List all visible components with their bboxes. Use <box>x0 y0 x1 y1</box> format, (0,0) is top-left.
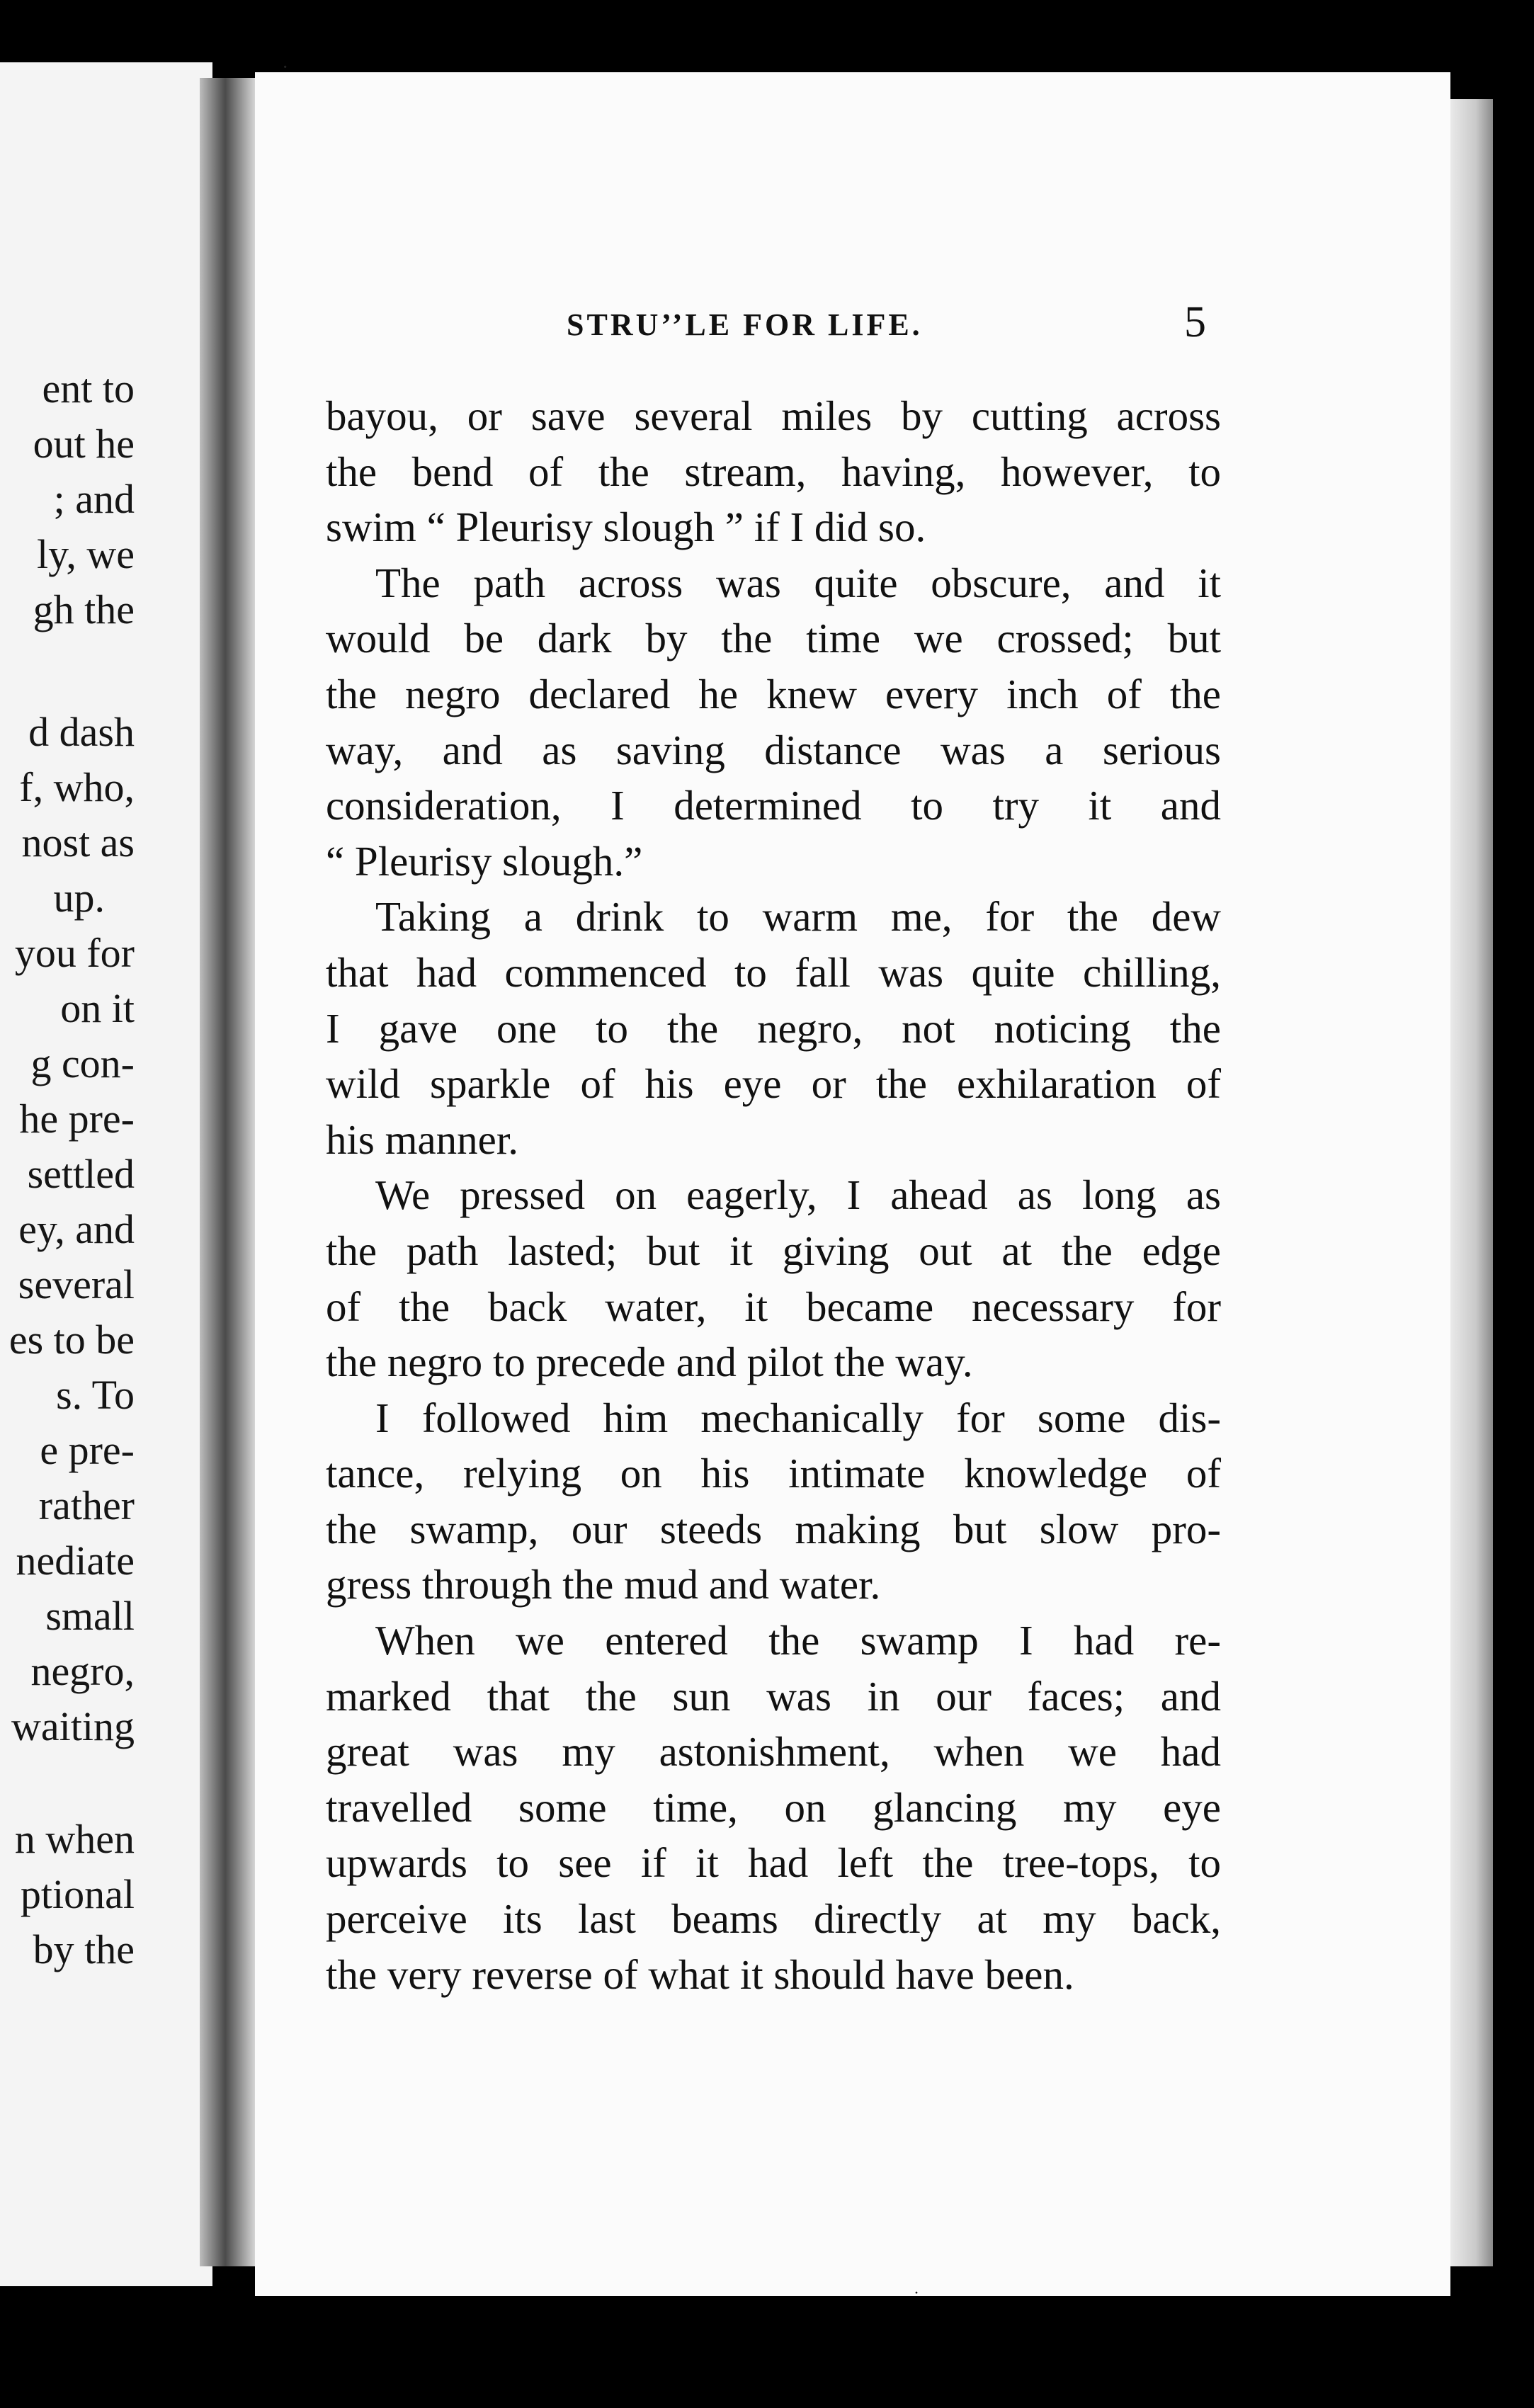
left-page-line: settled <box>27 1151 135 1197</box>
left-page-line: ; and <box>53 476 135 522</box>
left-page-line: es to be <box>8 1317 135 1363</box>
left-page-line: he pre- <box>19 1096 135 1142</box>
body-line: his manner. <box>326 1115 519 1163</box>
left-page-line: waiting <box>11 1703 135 1749</box>
body-line: of the back water, it became necessary for <box>326 1283 1221 1330</box>
left-page-line: d dash <box>28 709 135 755</box>
body-line: tance, relying on his intimate knowledge of <box>326 1450 1221 1497</box>
left-page-line: s. To <box>56 1372 135 1418</box>
left-page-line: rather <box>38 1482 135 1528</box>
left-page-line: on it <box>60 985 135 1031</box>
page-number: 5 <box>1184 298 1206 346</box>
body-line: the path lasted; but it giving out at the edge <box>326 1227 1221 1274</box>
body-line: I followed him mechanically for some dis- <box>375 1394 1221 1441</box>
page-gutter-shadow <box>200 78 256 2266</box>
body-line: the negro declared he knew every inch of the <box>326 670 1221 717</box>
body-line: gress through the mud and water. <box>326 1561 881 1608</box>
left-page-line: out he <box>33 421 135 467</box>
left-page-line: ptional <box>20 1871 135 1917</box>
left-page-line: f, who, <box>19 764 135 810</box>
left-page-line: nediate <box>16 1538 135 1584</box>
left-page-line: ey, and <box>18 1206 135 1252</box>
body-line: consideration, I determined to try it and <box>326 782 1221 829</box>
body-line: that had commenced to fall was quite chilling, <box>326 948 1221 996</box>
left-page-line: ent to <box>42 365 135 411</box>
scan-speck: · <box>914 2284 919 2302</box>
body-line: the bend of the stream, having, however, to <box>326 448 1221 495</box>
left-page-line: by the <box>33 1926 135 1972</box>
body-line: would be dark by the time we crossed; but <box>326 615 1221 662</box>
left-page-line: you for <box>14 930 135 976</box>
left-page-line: several <box>18 1261 135 1307</box>
body-line: the negro to precede and pilot the way. <box>326 1339 973 1386</box>
body-line: upwards to see if it had left the tree-tops, to <box>326 1839 1221 1887</box>
body-line: way, and as saving distance was a serious <box>326 726 1221 773</box>
running-head: STRU’’LE FOR LIFE. <box>567 307 923 342</box>
page-edge <box>1450 99 1493 2266</box>
body-line: When we entered the swamp I had re- <box>375 1617 1221 1664</box>
left-page-line: nost as <box>21 819 135 865</box>
left-page-line: negro, <box>30 1648 135 1694</box>
body-line: the very reverse of what it should have been. <box>326 1950 1074 1998</box>
body-line: “ Pleurisy slough.” <box>326 837 643 885</box>
left-page-line: up. <box>53 875 105 921</box>
left-page-line: gh the <box>33 586 135 632</box>
left-page <box>0 62 212 2286</box>
body-line: travelled some time, on glancing my eye <box>326 1783 1221 1831</box>
scan-speck: · <box>282 57 289 79</box>
body-line: Taking a drink to warm me, for the dew <box>375 893 1221 941</box>
body-line: perceive its last beams directly at my back, <box>326 1895 1221 1943</box>
left-page-line: e pre- <box>40 1427 135 1473</box>
left-page-line: small <box>45 1593 135 1639</box>
body-line: marked that the sun was in our faces; and <box>326 1672 1221 1720</box>
body-line: bayou, or save several miles by cutting across <box>326 392 1221 439</box>
body-line: wild sparkle of his eye or the exhilaration of <box>326 1060 1221 1108</box>
left-page-line: n when <box>14 1816 135 1862</box>
body-text <box>326 388 1221 2002</box>
body-line: great was my astonishment, when we had <box>326 1728 1221 1776</box>
body-line: swim “ Pleurisy slough ” if I did so. <box>326 504 926 551</box>
body-line: the swamp, our steeds making but slow pro- <box>326 1505 1221 1552</box>
left-page-line: ly, we <box>37 531 135 577</box>
body-line: The path across was quite obscure, and it <box>375 559 1221 606</box>
body-line: We pressed on eagerly, I ahead as long as <box>375 1171 1221 1219</box>
body-line: I gave one to the negro, not noticing the <box>326 1004 1221 1052</box>
left-page-line: g con- <box>30 1040 135 1086</box>
